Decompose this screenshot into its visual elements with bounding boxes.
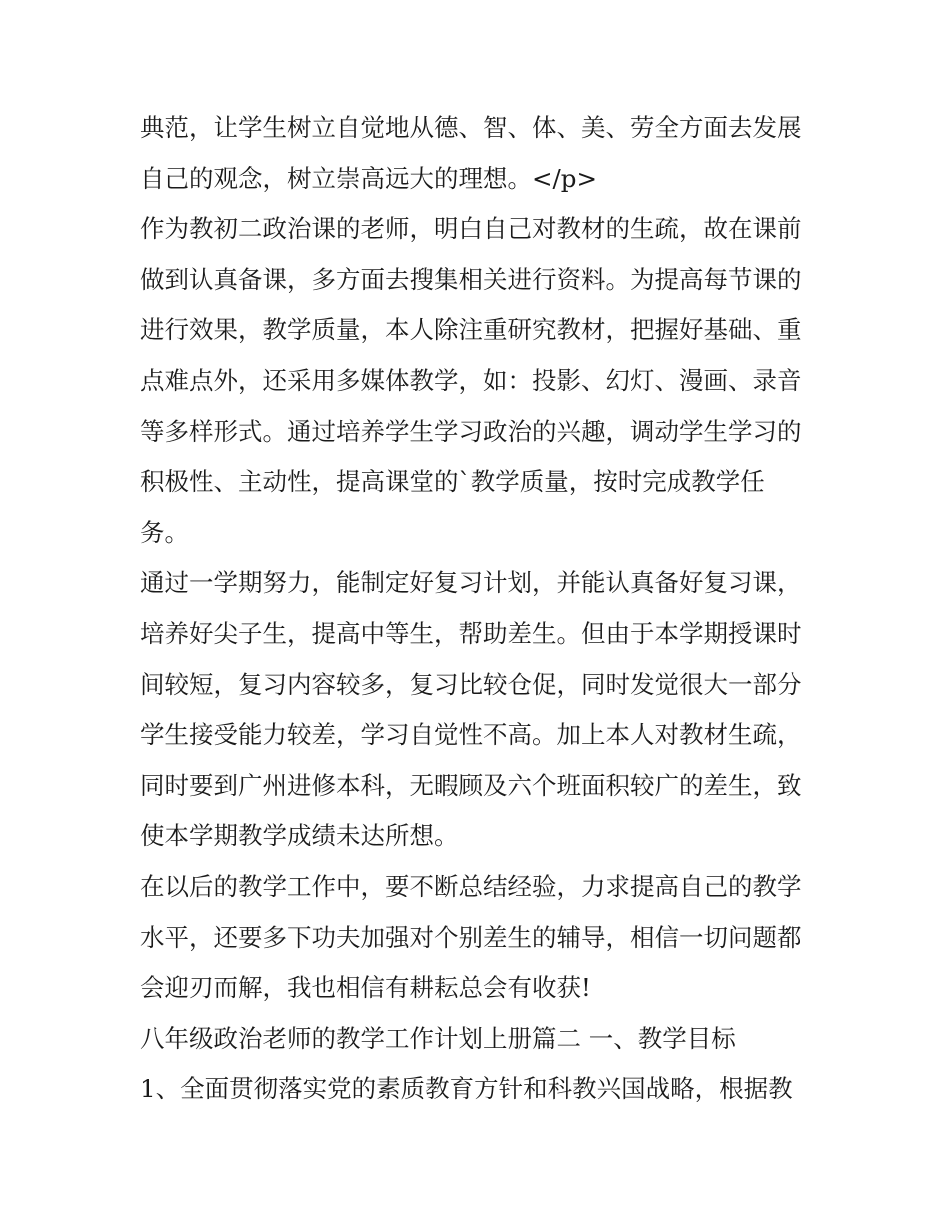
paragraph-preparation: 作为教初二政治课的老师，明白自己对教材的生疏，故在课前做到认真备课，多方面去搜集相关进行资料。为提高每节课的进行效果，教学质量，本人除注重研究教材，把握好基础、重点难点外，还采用多媒体教学，如：投影、幻灯、漫画、录音等多样形式。通过培养学生学习政治的兴趣，调动学生学习的积极性、主动性，提高课堂的`教学质量，按时完成教学任 务。: [140, 214, 802, 547]
paragraph-future-work: 在以后的教学工作中，要不断总结经验，力求提高自己的教学水平，还要多下功夫加强对个别差生的辅导，相信一切问题都会迎刃而解，我也相信有耕耘总会有收获!: [140, 871, 802, 1003]
paragraph-ideals: 典范，让学生树立自觉地从德、智、体、美、劳全方面去发展自己的观念，树立崇高远大的理想。</p>: [140, 113, 802, 193]
paragraph-review: 通过一学期努力，能制定好复习计划，并能认真备好复习课，培养好尖子生，提高中等生，帮助差生。但由于本学期授课时间较短，复习内容较多，复习比较仓促，同时发觉很大一部分学生接受能力较差，学习自觉性不高。加上本人对教材生疏，同时要到广州进修本科，无暇顾及六个班面积较广的差生，致使本学期教学成绩未达所想。: [140, 568, 802, 851]
paragraph-goal-1: 1、全面贯彻落实党的素质教育方针和科教兴国战略，根据教: [140, 1074, 793, 1104]
document-body: [140, 103, 820, 1115]
section-heading: 八年级政治老师的教学工作计划上册篇二 一、教学目标: [140, 1023, 736, 1053]
